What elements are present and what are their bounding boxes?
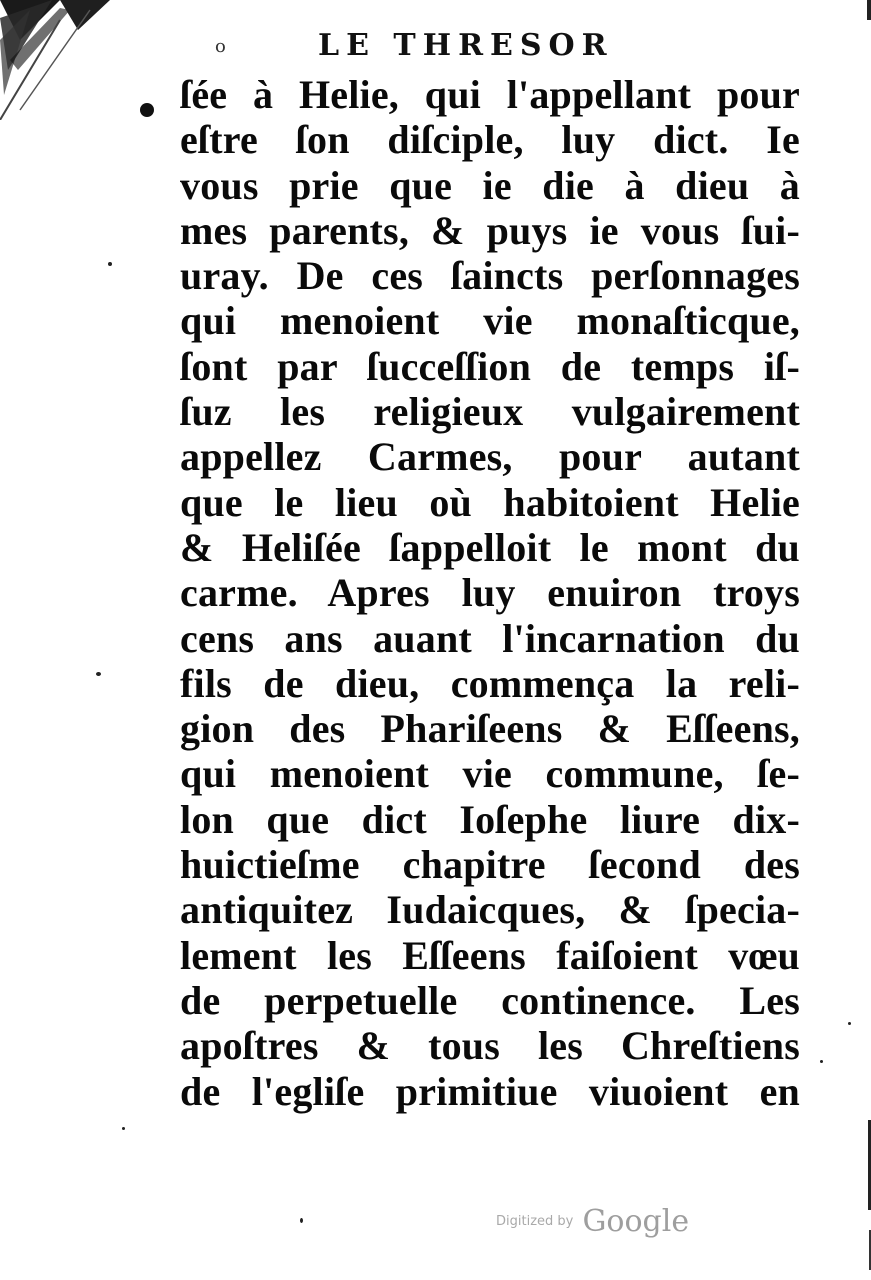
text-line: carme. Apres luy enuiron troys (180, 570, 800, 616)
text-line: eſtre ſon diſciple, luy dict. Ie (180, 117, 800, 163)
digitized-watermark (496, 1204, 689, 1239)
folio-mark: o (215, 36, 228, 57)
text-line: lement les Eſſeens faiſoient vœu (180, 932, 800, 978)
text-line: qui menoient vie monaſticque, (180, 298, 800, 344)
text-line: apoſtres & tous les Chreſtiens (180, 1023, 800, 1069)
text-line: vous prie que ie die à dieu à (180, 162, 800, 208)
text-line: uray. De ces ſaincts perſonnages (180, 253, 800, 299)
text-line: de l'egliſe primitiue viuoient en (180, 1068, 800, 1114)
text-line: que le lieu où habitoient Helie (180, 479, 800, 525)
ink-speck (96, 672, 101, 676)
text-line: & Heliſée ſappelloit le mont du (180, 524, 800, 570)
text-line: fils de dieu, commença la reli- (180, 660, 800, 706)
digitized-label: Digitized by (496, 1214, 574, 1229)
text-line: antiquitez Iudaicques, & ſpecia- (180, 887, 800, 933)
ink-speck (820, 1060, 823, 1063)
text-line: ſuz les religieux vulgairement (180, 389, 800, 435)
text-line: qui menoient vie commune, ſe- (180, 751, 800, 797)
text-line: lon que dict Ioſephe liure dix- (180, 796, 800, 842)
google-logo: Google (582, 1204, 690, 1239)
ink-speck (300, 1218, 303, 1223)
text-line: ſont par ſucceſſion de temps iſ- (180, 343, 800, 389)
page-edge-shadow (859, 0, 871, 1280)
running-head: LE THRESOR (318, 28, 614, 63)
text-line: ſée à Helie, qui l'appellant pour (180, 72, 800, 117)
ink-speck (108, 262, 112, 266)
text-line: cens ans auant l'incarnation du (180, 615, 800, 661)
text-line: huictieſme chapitre ſecond des (180, 842, 800, 888)
ink-speck (122, 1127, 125, 1130)
corner-ornament-icon (0, 0, 120, 120)
margin-dot-mark (140, 103, 154, 117)
text-line: mes parents, & puys ie vous ſui- (180, 207, 800, 253)
text-line: de perpetuelle continence. Les (180, 977, 800, 1023)
body-text (180, 72, 800, 1114)
text-line: appellez Carmes, pour autant (180, 434, 800, 480)
text-line: gion des Phariſeens & Eſſeens, (180, 706, 800, 752)
ink-speck (848, 1022, 851, 1025)
